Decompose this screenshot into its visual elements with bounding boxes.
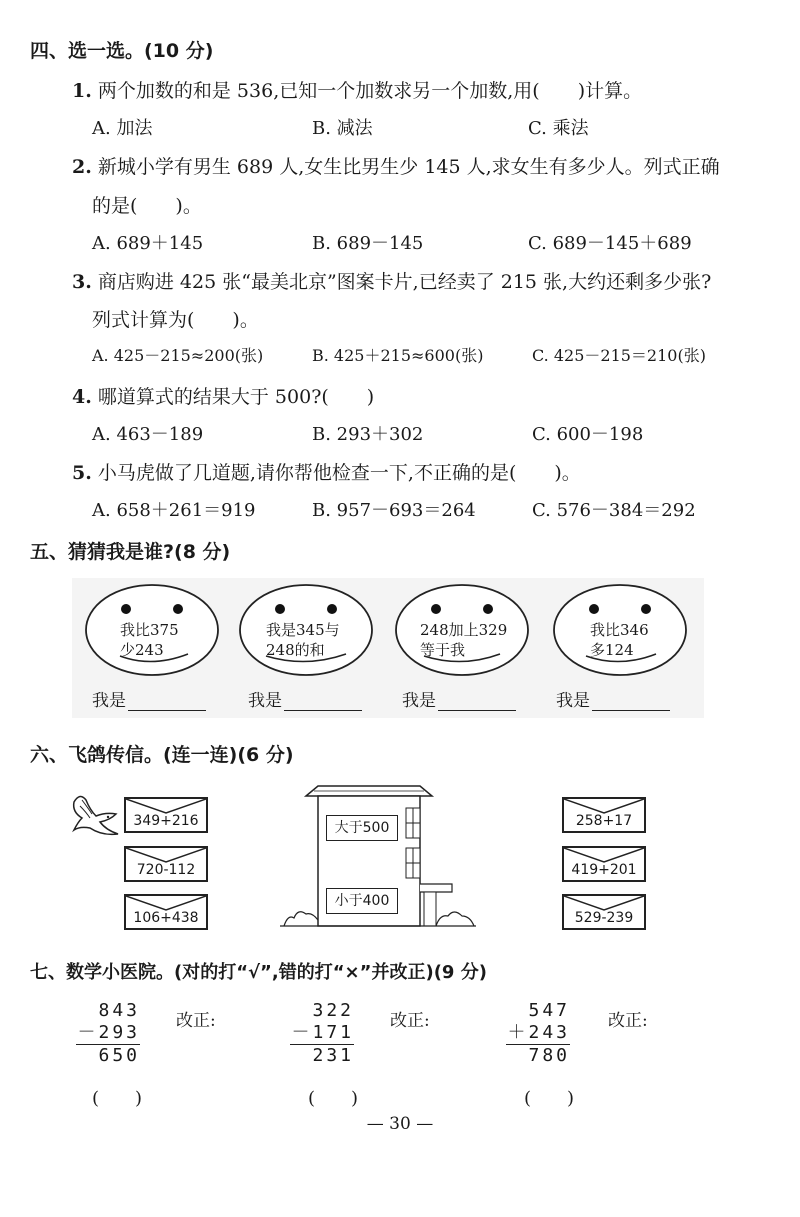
calc-operator: －	[291, 1022, 313, 1043]
face-text-2: 少243	[120, 641, 164, 659]
face-4	[552, 582, 688, 678]
section-7-heading: 七、数学小医院。(对的打“√”,错的打“×”并改正)(9 分)	[30, 962, 487, 983]
answer-label: 我是	[92, 691, 126, 711]
face-text-2: 等于我	[420, 641, 466, 659]
face-text-1: 我是345与	[266, 621, 340, 639]
option-c[interactable]: C. 425－215＝210(张)	[532, 346, 706, 365]
page-number: — 30 —	[366, 1114, 434, 1134]
section-4-heading: 四、选一选。(10 分)	[30, 40, 214, 62]
option-c[interactable]: C. 689－145＋689	[528, 233, 692, 254]
option-c[interactable]: C. 乘法	[528, 118, 589, 139]
option-a[interactable]: A. 689＋145	[92, 233, 204, 254]
vertical-calc-1	[76, 1000, 140, 1067]
answer-row-1	[92, 686, 206, 711]
calc-result: 650	[98, 1045, 140, 1066]
question-text: 哪道算式的结果大于 500?( )	[97, 386, 375, 408]
option-a[interactable]: A. 463－189	[92, 424, 204, 445]
answer-paren-3[interactable]: ( )	[524, 1088, 575, 1109]
answer-row-2	[248, 686, 362, 711]
face-text-2: 248的和	[266, 641, 325, 659]
envelope-expression: 106+438	[133, 910, 199, 926]
question-number: 1.	[72, 80, 92, 102]
calc-top: 843	[98, 1000, 140, 1021]
question-text: 小马虎做了几道题,请你帮他检查一下,不正确的是( )。	[97, 462, 581, 484]
face-text-1: 我比375	[120, 621, 179, 639]
section-5-heading: 五、猜猜我是谁?(8 分)	[30, 541, 231, 563]
answer-blank[interactable]	[592, 692, 670, 711]
correction-label-1: 改正:	[176, 1011, 216, 1031]
envelope-expression: 720-112	[136, 862, 196, 878]
calc-second: 293	[98, 1022, 140, 1043]
dove-icon	[66, 790, 126, 840]
question-number: 4.	[72, 386, 92, 408]
section-6-heading: 六、飞鸽传信。(连一连)(6 分)	[30, 744, 294, 766]
question-number: 3.	[72, 271, 92, 293]
question-text: 商店购进 425 张“最美北京”图案卡片,已经卖了 215 张,大约还剩多少张?	[97, 271, 712, 293]
option-b[interactable]: B. 425＋215≈600(张)	[312, 346, 484, 365]
answer-row-4	[556, 686, 670, 711]
question-text: 新城小学有男生 689 人,女生比男生少 145 人,求女生有多少人。列式正确	[97, 156, 720, 178]
calc-result: 780	[528, 1045, 570, 1066]
envelope-expression: 258+17	[575, 813, 633, 829]
vertical-calc-3	[506, 1000, 570, 1067]
option-b[interactable]: B. 689－145	[312, 233, 424, 254]
question-text-cont: 列式计算为( )。	[92, 309, 259, 331]
answer-blank[interactable]	[284, 692, 362, 711]
answer-paren-1[interactable]: ( )	[92, 1088, 143, 1109]
face-2	[238, 582, 374, 678]
question-text: 两个加数的和是 536,已知一个加数求另一个加数,用( )计算。	[97, 80, 643, 102]
question-number: 2.	[72, 156, 92, 178]
calc-second: 171	[312, 1022, 354, 1043]
face-text-1: 我比346	[590, 621, 649, 639]
envelope-expression: 349+216	[133, 813, 199, 829]
option-c[interactable]: C. 600－198	[532, 424, 644, 445]
calc-result: 231	[312, 1045, 354, 1066]
correction-label-3: 改正:	[608, 1011, 648, 1031]
answer-label: 我是	[556, 691, 590, 711]
face-3	[394, 582, 530, 678]
answer-label: 我是	[248, 691, 282, 711]
envelope-left-3[interactable]	[124, 894, 208, 930]
envelope-right-3[interactable]	[562, 894, 646, 930]
calc-top: 547	[528, 1000, 570, 1021]
question-text-cont: 的是( )。	[92, 195, 202, 217]
calc-operator: ＋	[507, 1022, 529, 1043]
faces-panel	[72, 578, 704, 718]
vertical-calc-2	[290, 1000, 354, 1067]
option-b[interactable]: B. 减法	[312, 118, 373, 139]
correction-label-2: 改正:	[390, 1011, 430, 1031]
envelope-expression: 419+201	[571, 862, 637, 878]
answer-label: 我是	[402, 691, 436, 711]
calc-operator: －	[77, 1022, 99, 1043]
answer-blank[interactable]	[438, 692, 516, 711]
calc-second: 243	[528, 1022, 570, 1043]
face-1	[84, 582, 220, 678]
face-text-1: 248加上329	[420, 621, 508, 639]
envelope-right-1[interactable]	[562, 797, 646, 833]
answer-blank[interactable]	[128, 692, 206, 711]
answer-row-3	[402, 686, 516, 711]
envelope-right-2[interactable]	[562, 846, 646, 882]
envelope-expression: 529-239	[574, 910, 634, 926]
building-label-bottom[interactable]: 小于400	[326, 888, 398, 914]
envelope-left-1[interactable]	[124, 797, 208, 833]
option-a[interactable]: A. 658＋261＝919	[92, 500, 256, 521]
building-label-top[interactable]: 大于500	[326, 815, 398, 841]
question-number: 5.	[72, 462, 92, 484]
option-b[interactable]: B. 293＋302	[312, 424, 424, 445]
option-a[interactable]: A. 加法	[92, 118, 153, 139]
face-text-2: 多124	[590, 641, 634, 659]
answer-paren-2[interactable]: ( )	[308, 1088, 359, 1109]
calc-top: 322	[312, 1000, 354, 1021]
option-a[interactable]: A. 425－215≈200(张)	[92, 346, 264, 365]
envelope-left-2[interactable]	[124, 846, 208, 882]
option-c[interactable]: C. 576－384＝292	[532, 500, 696, 521]
option-b[interactable]: B. 957－693＝264	[312, 500, 476, 521]
